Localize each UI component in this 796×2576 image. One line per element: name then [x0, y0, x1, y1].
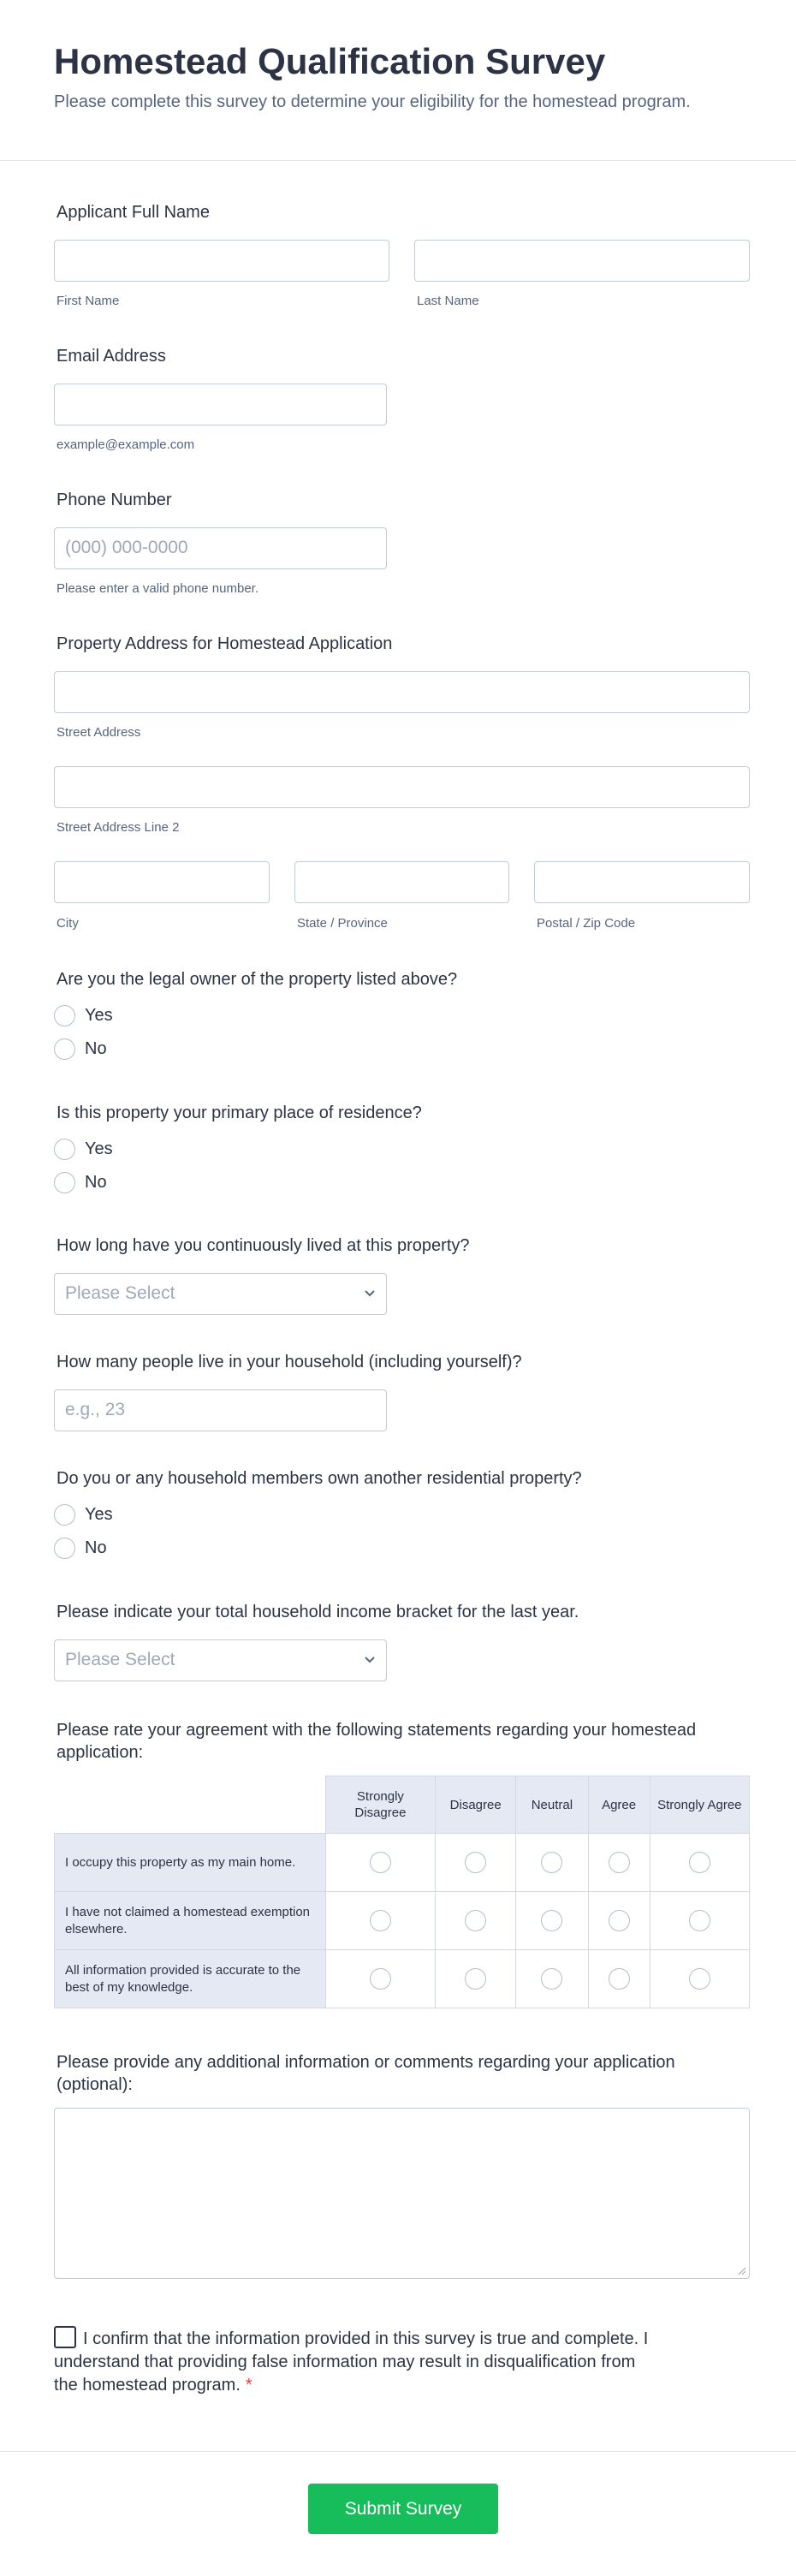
matrix-radio[interactable] — [370, 1910, 391, 1931]
duration-select-value: Please Select — [65, 1283, 175, 1303]
matrix-radio[interactable] — [689, 1852, 710, 1873]
matrix-radio[interactable] — [541, 1852, 562, 1873]
footer-divider — [0, 2451, 796, 2452]
matrix-radio[interactable] — [541, 1910, 562, 1931]
first-name-sublabel: First Name — [56, 294, 120, 308]
resize-grip-icon[interactable] — [738, 2267, 746, 2276]
radio-button[interactable] — [54, 1504, 75, 1526]
matrix-radio[interactable] — [465, 1968, 486, 1990]
matrix-column-header: Disagree — [436, 1776, 516, 1834]
form-subtitle: Please complete this survey to determine your eligibility for the homestead program. — [54, 92, 691, 111]
chevron-down-icon — [364, 1654, 376, 1666]
matrix-radio[interactable] — [465, 1910, 486, 1931]
duration-select[interactable] — [54, 1273, 387, 1315]
radio-button[interactable] — [54, 1172, 75, 1193]
owner-option-yes[interactable]: Yes — [54, 1005, 113, 1026]
primary-option-yes[interactable]: Yes — [54, 1139, 113, 1160]
zip-sublabel: Postal / Zip Code — [537, 916, 636, 931]
confirm-field — [54, 2326, 653, 2397]
chevron-down-icon — [364, 1288, 376, 1300]
comments-label: Please provide any additional information or comments regarding your application (optional): — [56, 2053, 675, 2094]
other-property-question-label: Do you or any household members own another residential property? — [56, 1469, 582, 1488]
matrix-column-header: Neutral — [516, 1776, 588, 1834]
household-question-label: How many people live in your household (including yourself)? — [56, 1353, 522, 1371]
household-count-input[interactable]: e.g., 23 — [54, 1389, 387, 1431]
email-input[interactable] — [54, 384, 387, 425]
phone-label: Phone Number — [56, 491, 172, 509]
matrix-row — [55, 1950, 750, 2008]
radio-button[interactable] — [54, 1005, 75, 1026]
last-name-input[interactable] — [414, 240, 750, 282]
street-address-line2-input[interactable] — [54, 766, 750, 808]
phone-sublabel: Please enter a valid phone number. — [56, 581, 258, 596]
confirm-text: I confirm that the information provided in this survey is true and complete. I understand that providing false information may result in disqualification from the homestead program. — [54, 2329, 649, 2395]
matrix-column-header: Strongly Disagree — [325, 1776, 435, 1834]
primary-option-no[interactable]: No — [54, 1172, 107, 1193]
email-sublabel: example@example.com — [56, 437, 195, 452]
matrix-radio[interactable] — [609, 1852, 630, 1873]
matrix-column-header: Strongly Agree — [650, 1776, 749, 1834]
owner-question-label: Are you the legal owner of the property listed above? — [56, 970, 458, 989]
street-address-sublabel: Street Address — [56, 725, 141, 740]
duration-question-label: How long have you continuously lived at this property? — [56, 1236, 470, 1255]
confirm-checkbox[interactable] — [54, 2326, 76, 2348]
form-header — [0, 0, 796, 161]
full-name-label: Applicant Full Name — [56, 203, 210, 222]
rating-matrix — [54, 1776, 750, 2008]
matrix-row — [55, 1834, 750, 1892]
income-question-label: Please indicate your total household income bracket for the last year. — [56, 1603, 579, 1621]
matrix-column-header: Agree — [588, 1776, 650, 1834]
owner-option-no[interactable]: No — [54, 1038, 107, 1060]
matrix-radio[interactable] — [689, 1968, 710, 1990]
matrix-row — [55, 1892, 750, 1950]
matrix-radio[interactable] — [609, 1910, 630, 1931]
radio-button[interactable] — [54, 1038, 75, 1060]
email-label: Email Address — [56, 347, 166, 366]
income-select-value: Please Select — [65, 1650, 175, 1669]
matrix-question-label: Please rate your agreement with the following statements regarding your homestead application: — [56, 1721, 697, 1762]
state-input[interactable] — [294, 861, 509, 903]
other-property-option-no[interactable]: No — [54, 1538, 107, 1559]
matrix-radio[interactable] — [689, 1910, 710, 1931]
radio-button[interactable] — [54, 1139, 75, 1160]
city-input[interactable] — [54, 861, 270, 903]
phone-input[interactable]: (000) 000-0000 — [54, 527, 387, 569]
other-property-option-yes[interactable]: Yes — [54, 1504, 113, 1526]
primary-residence-question-label: Is this property your primary place of residence? — [56, 1104, 422, 1122]
submit-button[interactable]: Submit Survey — [308, 2484, 498, 2534]
matrix-radio[interactable] — [541, 1968, 562, 1990]
matrix-row-label: I have not claimed a homestead exemption elsewhere. — [55, 1892, 326, 1950]
street-address-input[interactable] — [54, 671, 750, 713]
matrix-row-label: All information provided is accurate to the best of my knowledge. — [55, 1950, 326, 2008]
matrix-radio[interactable] — [370, 1852, 391, 1873]
matrix-radio[interactable] — [370, 1968, 391, 1990]
income-select[interactable] — [54, 1639, 387, 1681]
zip-input[interactable] — [534, 861, 750, 903]
first-name-input[interactable] — [54, 240, 389, 282]
required-asterisk: * — [245, 2376, 252, 2395]
street-address-line2-sublabel: Street Address Line 2 — [56, 820, 180, 835]
radio-button[interactable] — [54, 1538, 75, 1559]
matrix-row-label: I occupy this property as my main home. — [55, 1834, 326, 1892]
state-sublabel: State / Province — [297, 916, 388, 931]
form-title: Homestead Qualification Survey — [54, 41, 606, 81]
matrix-radio[interactable] — [609, 1968, 630, 1990]
last-name-sublabel: Last Name — [417, 294, 479, 308]
comments-textarea[interactable] — [54, 2108, 750, 2279]
city-sublabel: City — [56, 916, 79, 931]
matrix-corner — [55, 1776, 326, 1834]
address-label: Property Address for Homestead Application — [56, 634, 393, 653]
matrix-radio[interactable] — [465, 1852, 486, 1873]
